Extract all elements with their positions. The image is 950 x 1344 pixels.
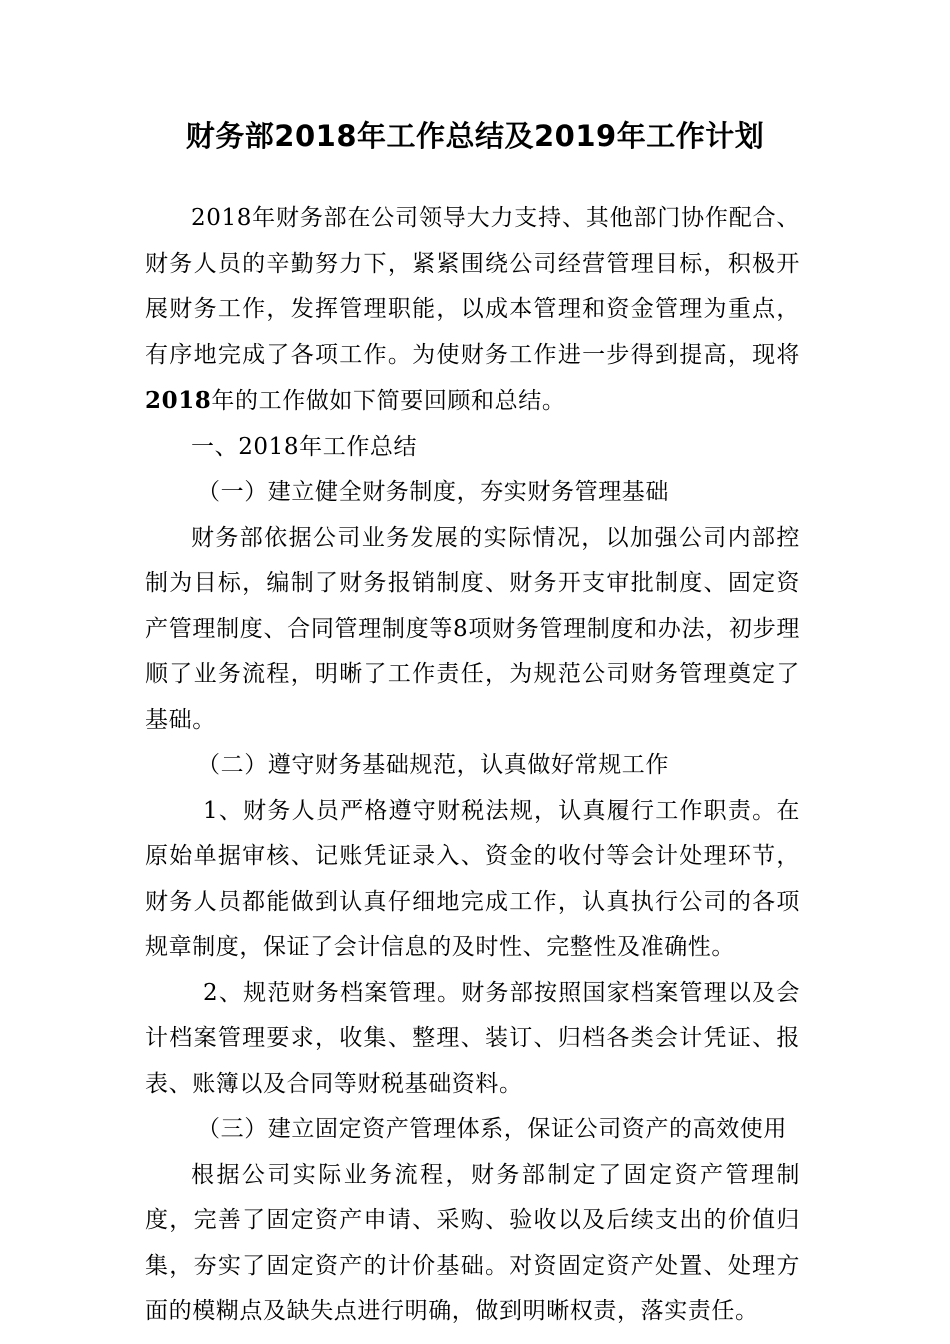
section-heading: 一、2018年工作总结	[191, 433, 418, 460]
list-item-paragraph: 2、规范财务档案管理。财务部按照国家档案管理以及会计档案管理要求，收集、整理、装订、归档各类会计凭证、报表、账簿以及合同等财税基础资料。	[145, 979, 800, 1097]
list-item-paragraph: 1、财务人员严格遵守财税法规，认真履行工作职责。在原始单据审核、记账凭证录入、资金的收付等会计处理环节，财务人员都能做到认真仔细地完成工作，认真执行公司的各项规章制度，保证了会计信息的及时性、完整性及准确性。	[145, 797, 800, 960]
intro-paragraph	[145, 196, 800, 425]
subsection-paragraph: 根据公司实际业务流程，财务部制定了固定资产管理制度，完善了固定资产申请、采购、验收以及后续支出的价值归集，夯实了固定资产的计价基础。对资固定资产处置、处理方面的模糊点及缺失点进行明确，做到明晰权责，落实责任。	[145, 1161, 800, 1324]
intro-text-part2: 年的工作做如下简要回顾和总结。	[211, 388, 566, 414]
subsection-heading: （三）建立固定资产管理体系，保证公司资产的高效使用	[197, 1116, 787, 1142]
subsection-heading: （二）遵守财务基础规范，认真做好常规工作	[197, 752, 669, 778]
document-title: 财务部2018年工作总结及2019年工作计划	[185, 119, 765, 153]
intro-year-bold: 2018	[145, 387, 212, 414]
document-body	[145, 196, 800, 1335]
subsection-paragraph: 财务部依据公司业务发展的实际情况，以加强公司内部控制为目标，编制了财务报销制度、财务开支审批制度、固定资产管理制度、合同管理制度等8项财务管理制度和办法，初步理顺了业务流程，明晰了工作责任，为规范公司财务管理奠定了基础。	[145, 524, 800, 733]
subsection-heading: （一）建立健全财务制度，夯实财务管理基础	[197, 479, 669, 505]
intro-text-part1: 2018年财务部在公司领导大力支持、其他部门协作配合、财务人员的辛勤努力下，紧紧围绕公司经营管理目标，积极开展财务工作，发挥管理职能，以成本管理和资金管理为重点，有序地完成了各项工作。为使财务工作进一步得到提高，现将	[145, 205, 800, 368]
